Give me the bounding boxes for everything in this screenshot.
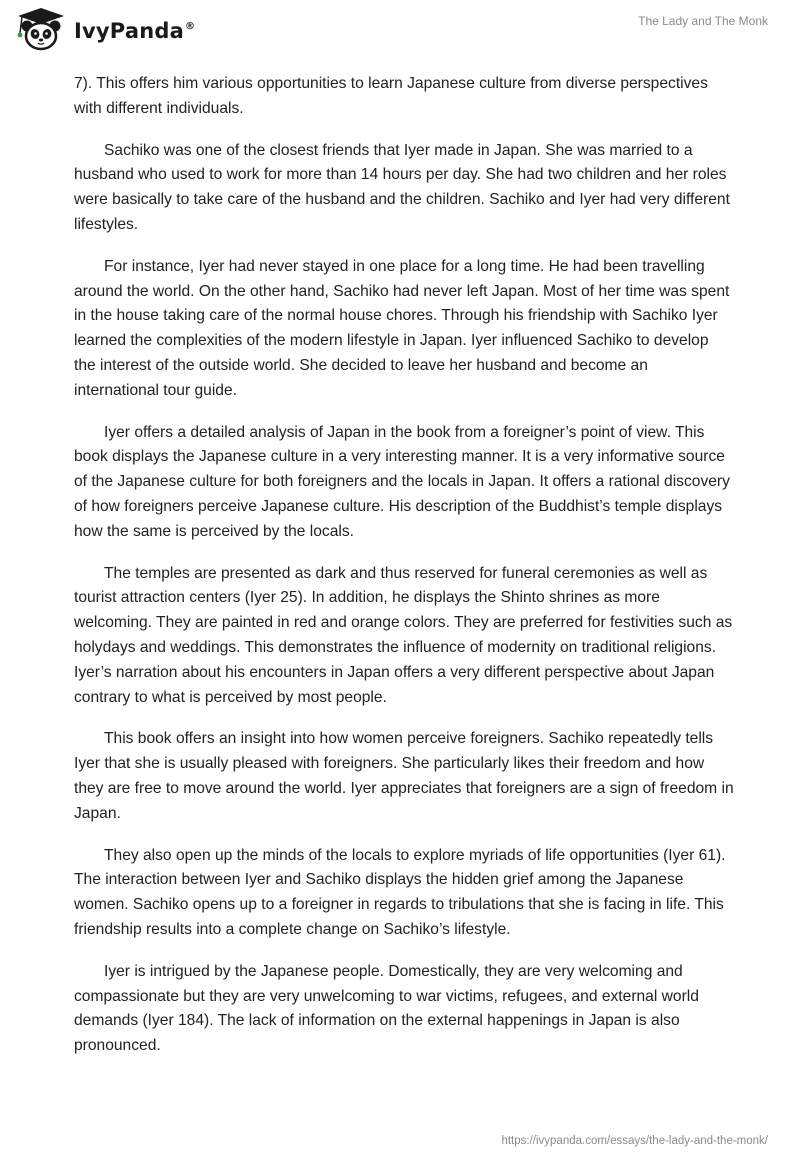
source-url[interactable]: https://ivypanda.com/essays/the-lady-and-the-monk/ (501, 1135, 768, 1147)
paragraph: For instance, Iyer had never stayed in one place for a long time. He had been travelling around the world. On the other hand, Sachiko had never left Japan. Most of her time was spent in the house taking care of the normal house chores. Through his friendship with Sachiko Iyer learned the complexities of the modern lifestyle in Japan. Iyer influenced Sachiko to develop the interest of the outside world. She decided to leave her husband and become an international tour guide. (74, 257, 730, 399)
page-header (0, 0, 800, 62)
paragraph: Iyer is intrigued by the Japanese people. Domestically, they are very welcoming and compassionate but they are very unwelcoming to war victims, refugees, and external world demands (Iyer 184). The lack of information on the external happenings in Japan is also pronounced. (74, 962, 699, 1055)
brand-logo[interactable] (14, 6, 195, 52)
paragraph: The temples are presented as dark and thus reserved for funeral ceremonies as well as tourist attraction centers (Iyer 25). In addition, he displays the Shinto shrines as more welcoming. They are painted in red and orange colors. They are preferred for festivities such as holydays and weddings. This demonstrates the influence of modernity on traditional religions. Iyer’s narration about his encounters in Japan offers a very different perspective about Japan contrary to what is perceived by most people. (74, 564, 733, 706)
paragraph: Iyer offers a detailed analysis of Japan in the book from a foreigner’s point of view. This book displays the Japanese culture in a very interesting manner. It is a very informative source of the Japanese culture for both foreigners and the locals in Japan. It offers a rational discovery of how foreigners perceive Japanese culture. His description of the Buddhist’s temple displays how the same is perceived by the locals. (74, 423, 730, 540)
paragraph: This book offers an insight into how women perceive foreigners. Sachiko repeatedly tells Iyer that she is usually pleased with foreigners. She particularly likes their freedom and how they are free to move around the world. Iyer appreciates that foreigners are a sign of freedom in Japan. (74, 730, 734, 822)
paragraph: 7). This offers him various opportunities to learn Japanese culture from diverse perspectives with different individuals. (74, 75, 708, 117)
document-title: The Lady and The Monk (638, 14, 768, 28)
brand-name: IvyPanda® (74, 19, 196, 43)
paragraph: They also open up the minds of the locals to explore myriads of life opportunities (Iyer 61). The interaction between Iyer and Sachiko displays the hidden grief among the Japanese women. Sachiko opens up to a foreigner in regards to tribulations that she is facing in life. This friendship results into a complete change on Sachiko’s lifestyle. (74, 846, 726, 938)
paragraph: Sachiko was one of the closest friends that Iyer made in Japan. She was married to a husband who used to work for more than 14 hours per day. She had two children and her roles were basically to take care of the husband and the children. Sachiko and Iyer had very different lifestyles. (74, 141, 730, 233)
essay-body (74, 72, 734, 1076)
panda-graduation-cap-icon (14, 6, 68, 52)
